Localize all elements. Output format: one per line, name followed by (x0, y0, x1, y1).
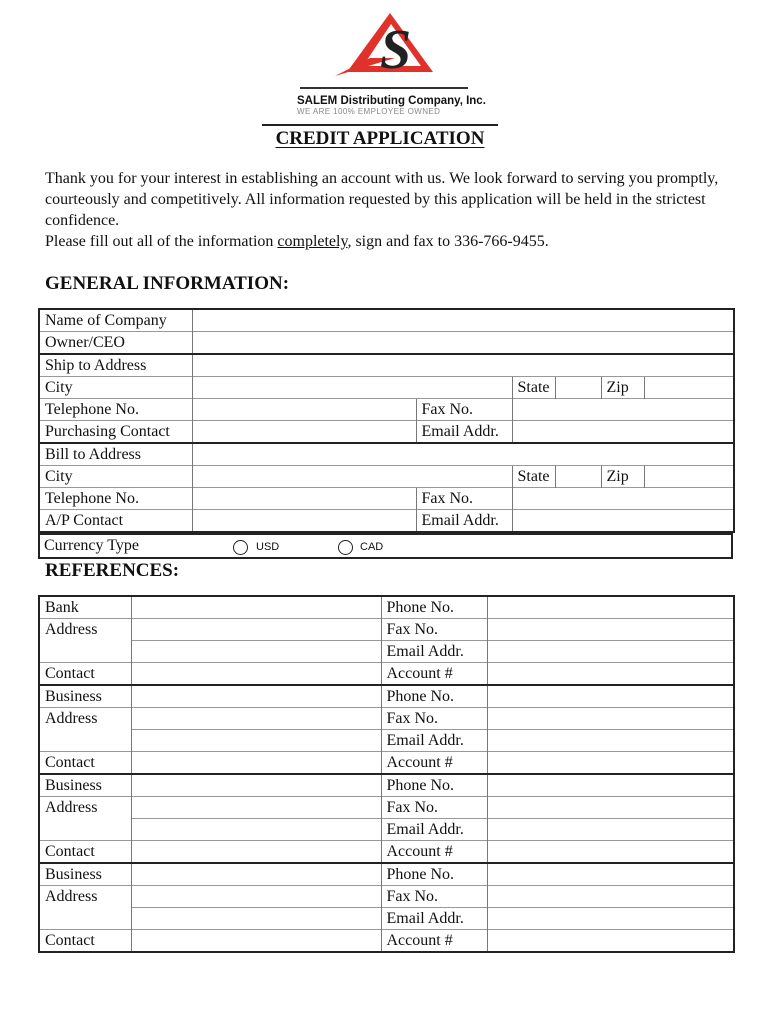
general-information-form (38, 308, 735, 533)
ref-account-label: Account # (381, 663, 487, 686)
bill-to-address-field[interactable] (192, 443, 734, 466)
reference-block-business-2 (39, 774, 734, 863)
ref-name-label: Business (39, 863, 131, 886)
ref-name-label: Business (39, 774, 131, 797)
ref-fax-field[interactable] (487, 886, 734, 908)
company-name: SALEM Distributing Company, Inc. (297, 95, 486, 107)
page-title: CREDIT APPLICATION (275, 128, 485, 149)
ref-fax-label: Fax No. (381, 708, 487, 730)
bill-zip-label: Zip (601, 466, 644, 488)
ref-contact-field[interactable] (131, 752, 381, 775)
ref-email-label: Email Addr. (381, 730, 487, 752)
ref-contact-label: Contact (39, 752, 131, 775)
ship-state-field[interactable] (555, 377, 601, 399)
ref-fax-label: Fax No. (381, 619, 487, 641)
ref-phone-field[interactable] (487, 863, 734, 886)
ref-name-field[interactable] (131, 863, 381, 886)
ship-to-address-label: Ship to Address (39, 354, 192, 377)
reference-block-bank (39, 596, 734, 685)
ref-name-field[interactable] (131, 774, 381, 797)
bill-to-address-label: Bill to Address (39, 443, 192, 466)
ref-fax-label: Fax No. (381, 797, 487, 819)
ref-phone-field[interactable] (487, 774, 734, 797)
ap-email-label: Email Addr. (416, 510, 512, 533)
ship-city-label: City (39, 377, 192, 399)
instruction-text: Please fill out all of the information (45, 233, 278, 250)
ref-address-field[interactable] (131, 797, 381, 819)
ref-address-label: Address (39, 797, 131, 819)
ref-address-field[interactable] (131, 886, 381, 908)
ref-email-field[interactable] (487, 908, 734, 930)
ap-contact-label: A/P Contact (39, 510, 192, 533)
ship-telephone-field[interactable] (192, 399, 416, 421)
usd-radio[interactable] (233, 540, 248, 555)
ap-contact-field[interactable] (192, 510, 416, 533)
ref-email-field[interactable] (487, 730, 734, 752)
ref-address-field-2[interactable] (131, 908, 381, 930)
purchasing-contact-label: Purchasing Contact (39, 421, 192, 444)
owner-ceo-label: Owner/CEO (39, 332, 192, 355)
reference-block-business-1 (39, 685, 734, 774)
ref-account-label: Account # (381, 841, 487, 864)
ref-contact-label: Contact (39, 841, 131, 864)
ref-phone-label: Phone No. (381, 774, 487, 797)
cad-radio[interactable] (338, 540, 353, 555)
owner-ceo-field[interactable] (192, 332, 734, 355)
bill-state-field[interactable] (555, 466, 601, 488)
intro-instruction (45, 231, 735, 252)
bill-state-label: State (512, 466, 555, 488)
ship-state-label: State (512, 377, 555, 399)
ref-email-label: Email Addr. (381, 908, 487, 930)
ref-address-spacer (39, 908, 131, 930)
ship-city-field[interactable] (192, 377, 512, 399)
ref-email-label: Email Addr. (381, 819, 487, 841)
ref-email-field[interactable] (487, 641, 734, 663)
intro-text (45, 168, 735, 252)
purchasing-email-label: Email Addr. (416, 421, 512, 444)
ref-fax-field[interactable] (487, 797, 734, 819)
ref-phone-field[interactable] (487, 685, 734, 708)
ship-telephone-label: Telephone No. (39, 399, 192, 421)
ref-name-label: Bank (45, 598, 79, 616)
bill-telephone-field[interactable] (192, 488, 416, 510)
usd-radio-label: USD (256, 541, 280, 553)
ref-fax-field[interactable] (487, 619, 734, 641)
references-heading: REFERENCES: (45, 560, 180, 581)
general-information-heading: GENERAL INFORMATION: (45, 273, 290, 294)
ref-name-label: Business (39, 685, 131, 708)
ref-fax-field[interactable] (487, 708, 734, 730)
ref-name-field[interactable] (131, 596, 381, 619)
ship-fax-label: Fax No. (416, 399, 512, 421)
cad-radio-label: CAD (360, 541, 384, 553)
title-rule (262, 124, 498, 126)
ref-address-label: Address (39, 619, 131, 641)
ref-phone-label: Phone No. (381, 685, 487, 708)
ref-name-field[interactable] (131, 685, 381, 708)
logo-divider (300, 87, 468, 89)
currency-type-label: Currency Type (44, 537, 139, 554)
ref-contact-field[interactable] (131, 841, 381, 864)
ref-address-field-2[interactable] (131, 730, 381, 752)
ref-contact-label: Contact (39, 663, 131, 686)
ref-phone-label: Phone No. (381, 863, 487, 886)
ref-address-field[interactable] (131, 708, 381, 730)
ref-phone-field[interactable] (487, 596, 734, 619)
purchasing-email-field[interactable] (512, 421, 734, 444)
ship-zip-field[interactable] (644, 377, 734, 399)
ref-account-label: Account # (381, 752, 487, 775)
ref-address-spacer (39, 819, 131, 841)
ship-fax-field[interactable] (512, 399, 734, 421)
instruction-fax: , sign and fax to 336-766-9455. (347, 233, 549, 250)
ref-email-label: Email Addr. (381, 641, 487, 663)
bill-city-label: City (39, 466, 192, 488)
bill-zip-field[interactable] (644, 466, 734, 488)
bill-fax-field[interactable] (512, 488, 734, 510)
ship-zip-label: Zip (601, 377, 644, 399)
intro-paragraph: Thank you for your interest in establishing an account with us. We look forward to serving you promptly, courteously and competitively. All information requested by this application will be held in the strictest confidence. (45, 170, 719, 229)
ref-fax-label: Fax No. (381, 886, 487, 908)
ref-address-label: Address (39, 886, 131, 908)
company-tagline: WE ARE 100% EMPLOYEE OWNED (297, 107, 441, 116)
ref-address-label: Address (39, 708, 131, 730)
bill-telephone-label: Telephone No. (39, 488, 192, 510)
ap-email-field[interactable] (512, 510, 734, 533)
bill-city-field[interactable] (192, 466, 512, 488)
ref-account-field[interactable] (487, 663, 734, 686)
ref-address-field-2[interactable] (131, 819, 381, 841)
purchasing-contact-field[interactable] (192, 421, 416, 444)
logo-letter: S (380, 19, 412, 80)
ref-email-field[interactable] (487, 819, 734, 841)
ref-address-field[interactable] (131, 619, 381, 641)
ref-account-field[interactable] (487, 930, 734, 953)
bill-fax-label: Fax No. (416, 488, 512, 510)
ref-contact-field[interactable] (131, 663, 381, 686)
name-of-company-label: Name of Company (45, 311, 167, 329)
logo-mark-icon (325, 10, 445, 80)
ref-phone-label: Phone No. (381, 596, 487, 619)
ship-to-address-field[interactable] (192, 354, 734, 377)
ref-address-spacer (39, 641, 131, 663)
name-of-company-field[interactable] (192, 309, 734, 332)
currency-type-row (38, 533, 733, 559)
ref-address-spacer (39, 730, 131, 752)
ref-address-field-2[interactable] (131, 641, 381, 663)
ref-account-field[interactable] (487, 841, 734, 864)
ref-contact-field[interactable] (131, 930, 381, 953)
instruction-emphasis: completely (277, 233, 348, 250)
references-form (38, 595, 735, 953)
ref-contact-label: Contact (39, 930, 131, 953)
ref-account-label: Account # (381, 930, 487, 953)
reference-block-business-3 (39, 863, 734, 952)
ref-account-field[interactable] (487, 752, 734, 775)
